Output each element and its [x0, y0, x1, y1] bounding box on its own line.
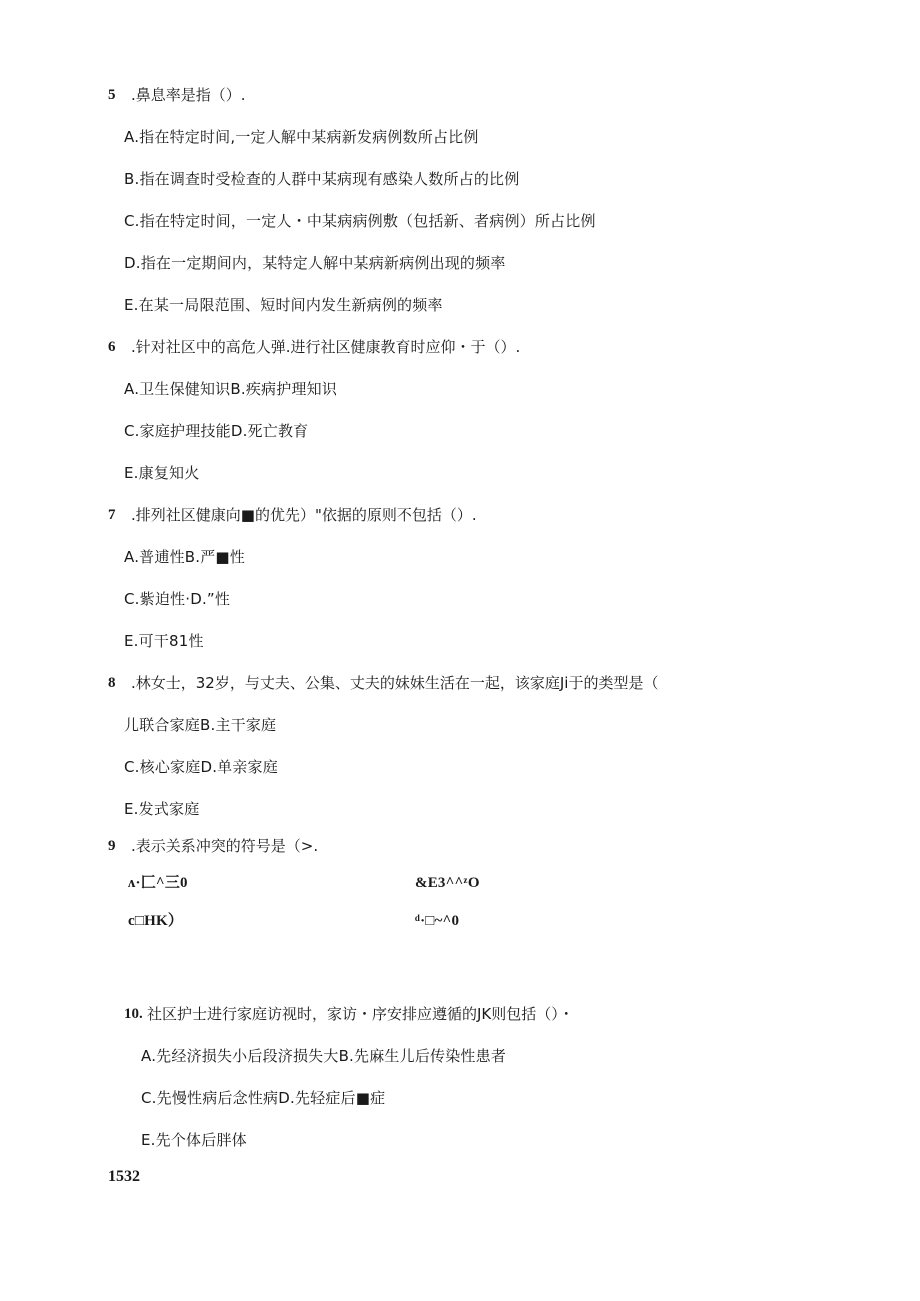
- question-5-option-d: D.指在一定期间内，某特定人解中某病新病例出现的频率: [124, 254, 506, 272]
- question-7-option-e: E.可干81性: [124, 632, 204, 650]
- question-6-option-ab: A.卫生保健知识B.疾病护理知识: [124, 380, 338, 398]
- question-9-symbol-c: c□HK）: [128, 913, 184, 929]
- question-8-option-ab: 儿联合家庭B.主干家庭: [124, 716, 277, 734]
- question-8-number: 8: [108, 675, 116, 691]
- question-10-number: 10.: [124, 1006, 143, 1022]
- question-9-symbol-b: &E3^^ᶻO: [415, 875, 480, 891]
- question-7-option-cd: C.紫迫性·D.”性: [124, 590, 231, 608]
- question-10-option-e: E.先个体后胖体: [141, 1131, 247, 1149]
- question-7-stem: .排列社区健康向■的优先）"依据的原则不包括（）.: [131, 506, 477, 524]
- question-9-symbol-d: ᵈ·□~^0: [415, 913, 460, 929]
- question-7-number: 7: [108, 507, 116, 523]
- question-7-option-ab: A.普逋性B.严■性: [124, 548, 245, 566]
- question-5-option-a: A.指在特定时间,一定人解中某病新发病例数所占比例: [124, 128, 479, 146]
- question-8-option-cd: C.核心家庭D.单亲家庭: [124, 758, 278, 776]
- question-9-symbol-a: ᴧ·匚^三0: [128, 875, 188, 891]
- page-number: 1532: [108, 1168, 140, 1185]
- question-8-stem: .林女士，32岁，与丈夫、公集、丈夫的妹妹生活在一起，该家庭Ji于的类型是（: [131, 674, 659, 692]
- question-9-stem: .表示关系冲突的符号是（>.: [131, 837, 319, 855]
- question-5-option-e: E.在某一局限范围、短时间内发生新病例的频率: [124, 296, 443, 314]
- question-9-number: 9: [108, 838, 116, 854]
- question-6-option-e: E.康复知火: [124, 464, 200, 482]
- question-6-stem: .针对社区中的高危人弹.进行社区健康教育时应仰・于（）.: [131, 338, 521, 356]
- question-10-option-cd: C.先慢性病后念性病D.先轻症后■症: [141, 1089, 386, 1107]
- question-5-option-c: C.指在特定时间，一定人・中某病病例敷（包括新、者病例）所占比例: [124, 212, 596, 230]
- question-5-number: 5: [108, 87, 116, 103]
- question-6-number: 6: [108, 339, 116, 355]
- question-10-option-ab: A.先经济损失小后段济损失大B.先麻生儿后传染性患者: [141, 1047, 507, 1065]
- question-8-option-e: E.发式家庭: [124, 800, 200, 818]
- question-5-option-b: B.指在调查时受检查的人群中某病现有感染人数所占的比例: [124, 170, 520, 188]
- question-6-option-cd: C.家庭护理技能D.死亡教育: [124, 422, 309, 440]
- question-10-stem: 社区护士进行家庭访视时，家访・序安排应遵循的JK则包括（）・: [147, 1005, 574, 1023]
- question-5-stem: .鼻息率是指（）.: [131, 86, 246, 104]
